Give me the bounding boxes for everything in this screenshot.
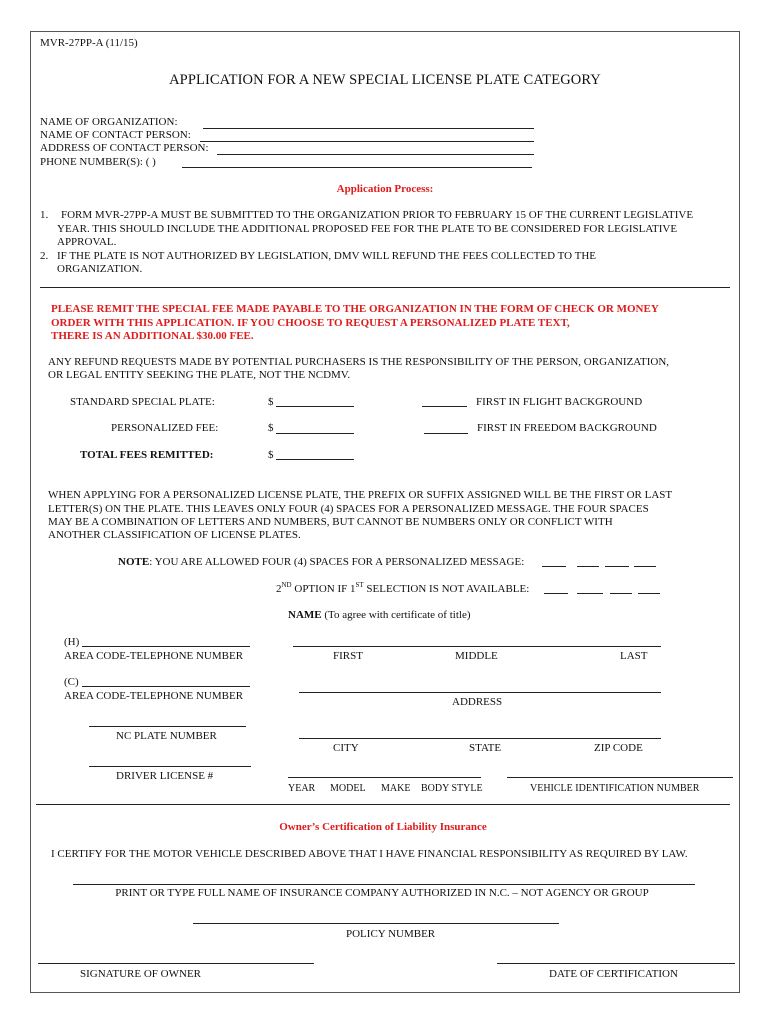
personalized-line1: WHEN APPLYING FOR A PERSONALIZED LICENSE PLATE, THE PREFIX OR SUFFIX ASSIGNED WILL BE THE FIRST OR LAST [48,489,673,501]
option-mid: OPTION IF 1 [291,583,356,595]
process-item1-line3: APPROVAL. [57,236,117,248]
zip-label: ZIP CODE [594,742,643,754]
process-item1-line1: FORM MVR-27PP-A MUST BE SUBMITTED TO THE ORGANIZATION PRIOR TO FEBRUARY 15 OF THE CURRENT LEGISLATIVE [61,209,694,221]
org-name-field[interactable] [203,128,534,129]
state-label: STATE [469,742,502,754]
name-note: (To agree with certificate of title) [321,609,471,621]
nc-plate-label: NC PLATE NUMBER [116,730,217,742]
name-heading [288,609,471,622]
personalized-line2: LETTER(S) ON THE PLATE. THIS LEAVES ONLY FOUR (4) SPACES FOR A PERSONALIZED MESSAGE. THE FOUR SPACES [48,503,649,515]
last-name-label: LAST [620,650,648,662]
certification-date-label: DATE OF CERTIFICATION [549,968,678,980]
name-bold: NAME [288,609,322,621]
note-bold: NOTE [118,556,150,568]
flight-background-label: FIRST IN FLIGHT BACKGROUND [476,396,643,408]
process-item1-line2: YEAR. THIS SHOULD INCLUDE THE ADDITIONAL PROPOSED FEE FOR THE PLATE TO BE CONSIDERED FOR LEGISLATIVE [57,223,678,235]
home-phone-label: AREA CODE-TELEPHONE NUMBER [64,650,244,662]
remit-line3: THERE IS AN ADDITIONAL $30.00 FEE. [51,330,254,342]
standard-plate-fee-field[interactable] [276,406,354,407]
message-space-3[interactable] [605,566,629,567]
insurance-company-label: PRINT OR TYPE FULL NAME OF INSURANCE COMPANY AUTHORIZED IN N.C. – NOT AGENCY OR GROUP [115,887,649,899]
process-heading: Application Process: [336,183,434,195]
dollar-sign: $ [268,422,274,434]
nc-plate-field[interactable] [89,726,246,727]
policy-number-field[interactable] [193,923,559,924]
make-label: MAKE [381,783,411,794]
certification-date-field[interactable] [497,963,735,964]
message-space-2[interactable] [577,566,599,567]
owner-signature-label: SIGNATURE OF OWNER [80,968,201,980]
option-space-2[interactable] [577,593,603,594]
message-space-4[interactable] [634,566,656,567]
middle-name-label: MIDDLE [455,650,498,662]
vin-field[interactable] [507,777,733,778]
year-label: YEAR [288,783,316,794]
option-end: SELECTION IS NOT AVAILABLE: [363,583,530,595]
note-body: : YOU ARE ALLOWED FOUR (4) SPACES FOR A PERSONALIZED MESSAGE: [149,556,525,568]
address-label: ADDRESS [452,696,503,708]
dollar-sign: $ [268,449,274,461]
dollar-sign: $ [268,396,274,408]
insurance-company-field[interactable] [73,884,695,885]
option-nd: ND [281,581,292,589]
option-space-3[interactable] [610,593,632,594]
phone-field[interactable] [182,167,532,168]
remit-line2: ORDER WITH THIS APPLICATION. IF YOU CHOOSE TO REQUEST A PERSONALIZED PLATE TEXT, [51,317,570,329]
note-text [118,556,524,569]
process-item2-num: 2. [40,250,49,262]
process-item2-line2: ORGANIZATION. [57,263,143,275]
vehicle-info-field[interactable] [288,777,481,778]
process-item1-num: 1. [40,209,49,221]
message-space-1[interactable] [542,566,566,567]
option-text [276,583,529,596]
vin-label: VEHICLE IDENTIFICATION NUMBER [530,783,700,794]
org-name-label: NAME OF ORGANIZATION: [40,116,178,128]
personalized-line3: MAY BE A COMBINATION OF LETTERS AND NUMBERS, BUT CANNOT BE NUMBERS ONLY OR CONFLICT WITH [48,516,613,528]
contact-address-label: ADDRESS OF CONTACT PERSON: [40,142,209,154]
policy-number-label: POLICY NUMBER [346,928,436,940]
personalized-fee-label: PERSONALIZED FEE: [111,422,219,434]
city-label: CITY [333,742,359,754]
phone-label: PHONE NUMBER(S): ( ) [40,156,156,168]
contact-address-field[interactable] [217,154,534,155]
home-phone-prefix: (H) [64,636,80,648]
freedom-background-label: FIRST IN FREEDOM BACKGROUND [477,422,657,434]
total-fees-label: TOTAL FEES REMITTED: [80,449,214,461]
contact-name-label: NAME OF CONTACT PERSON: [40,129,191,141]
certify-statement: I CERTIFY FOR THE MOTOR VEHICLE DESCRIBED ABOVE THAT I HAVE FINANCIAL RESPONSIBILITY AS REQUIRED BY LAW. [51,848,688,860]
cell-phone-label: AREA CODE-TELEPHONE NUMBER [64,690,244,702]
flight-background-check[interactable] [422,406,467,407]
standard-plate-label: STANDARD SPECIAL PLATE: [70,396,215,408]
option-two: 2 [276,583,282,595]
option-st: ST [355,581,364,589]
full-name-field[interactable] [293,646,661,647]
insurance-divider [36,804,730,805]
model-label: MODEL [330,783,366,794]
address-field[interactable] [299,692,661,693]
section-divider [40,287,730,288]
driver-license-label: DRIVER LICENSE # [116,770,214,782]
option-space-4[interactable] [638,593,660,594]
refund-line1: ANY REFUND REQUESTS MADE BY POTENTIAL PURCHASERS IS THE RESPONSIBILITY OF THE PERSON, ORGANIZATION, [48,356,670,368]
form-id: MVR-27PP-A (11/15) [40,37,138,49]
owner-signature-field[interactable] [38,963,314,964]
first-name-label: FIRST [333,650,363,662]
driver-license-field[interactable] [89,766,251,767]
remit-line1: PLEASE REMIT THE SPECIAL FEE MADE PAYABLE TO THE ORGANIZATION IN THE FORM OF CHECK OR MONEY [51,303,659,315]
insurance-heading: Owner’s Certification of Liability Insurance [279,821,487,833]
personalized-fee-field[interactable] [276,433,354,434]
freedom-background-check[interactable] [424,433,468,434]
personalized-line4: ANOTHER CLASSIFICATION OF LICENSE PLATES. [48,529,301,541]
process-item2-line1: IF THE PLATE IS NOT AUTHORIZED BY LEGISLATION, DMV WILL REFUND THE FEES COLLECTED TO THE [57,250,596,262]
city-state-zip-field[interactable] [299,738,661,739]
total-fees-field[interactable] [276,459,354,460]
home-phone-field[interactable] [82,646,250,647]
refund-line2: OR LEGAL ENTITY SEEKING THE PLATE, NOT THE NCDMV. [48,369,351,381]
cell-phone-prefix: (C) [64,676,79,688]
form-title: APPLICATION FOR A NEW SPECIAL LICENSE PLATE CATEGORY [169,72,601,88]
body-style-label: BODY STYLE [421,783,483,794]
contact-name-field[interactable] [200,141,534,142]
option-space-1[interactable] [544,593,568,594]
cell-phone-field[interactable] [82,686,250,687]
